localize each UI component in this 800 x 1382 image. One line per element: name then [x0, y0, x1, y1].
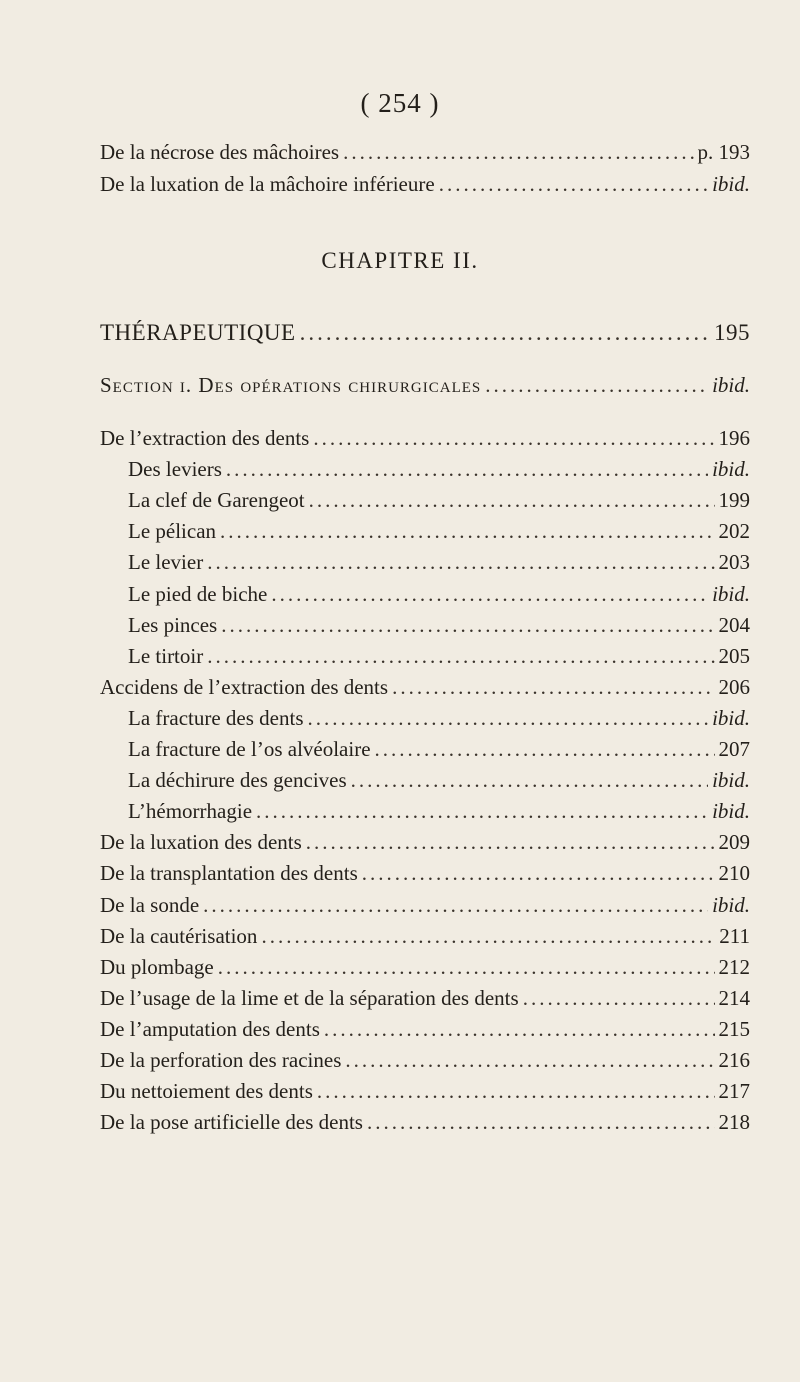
- toc-entry-title: De l’usage de la lime et de la séparation des dents: [100, 985, 519, 1010]
- toc-entry-title: La déchirure des gencives: [128, 768, 347, 793]
- leader-dots: [207, 644, 714, 669]
- toc-entry-page: ibid.: [712, 172, 750, 196]
- toc-entry-title: Des leviers: [128, 457, 222, 482]
- toc-entry: [128, 519, 750, 551]
- toc-entry-page: 207: [718, 737, 750, 761]
- leader-dots: [439, 172, 708, 197]
- toc-entry-page: 204: [718, 612, 750, 637]
- leader-dots: [317, 1079, 715, 1104]
- toc-entry-page: ibid.: [712, 799, 750, 824]
- toc-entry: [128, 644, 750, 676]
- toc-entry: [100, 172, 750, 204]
- leader-dots: [392, 675, 714, 700]
- leader-dots: [309, 488, 715, 513]
- toc-entry: [128, 706, 750, 738]
- toc-entry-title: La fracture de l’os alvéolaire: [128, 737, 371, 761]
- toc-entry-page: p. 193: [697, 140, 750, 164]
- leader-dots: [271, 582, 708, 607]
- toc-entry-title: De la transplantation des dents: [100, 861, 358, 886]
- toc-entry-page: ibid.: [712, 705, 750, 730]
- toc-entry-title: Le tirtoir: [128, 643, 204, 668]
- leader-dots: [351, 768, 708, 793]
- toc-entry: [128, 550, 750, 582]
- toc-entry-title: De la luxation de la mâchoire inférieure: [100, 172, 435, 196]
- leader-dots: [367, 1110, 715, 1135]
- toc-entry-page: 199: [718, 488, 750, 513]
- toc-entry-title: Le pied de biche: [128, 581, 268, 606]
- toc-entry-page: 212: [718, 954, 750, 979]
- toc-entry: [128, 737, 750, 769]
- toc-entry: [128, 799, 750, 831]
- leader-dots: [207, 550, 714, 575]
- toc-entry-page: ibid.: [712, 581, 750, 606]
- toc-entry-page: 196: [718, 426, 750, 450]
- leader-dots: [220, 519, 714, 544]
- toc-entry-page: 209: [718, 830, 750, 855]
- toc-entry-title: De la sonde: [100, 892, 200, 917]
- leader-dots: [523, 986, 715, 1011]
- toc-entry: [100, 955, 750, 987]
- toc-entry: [100, 861, 750, 893]
- leader-dots: [345, 1048, 714, 1073]
- toc-entry-page: 216: [718, 1048, 750, 1072]
- leader-dots: [313, 426, 714, 451]
- toc-entry-title: De la pose artificielle des dents: [100, 1110, 363, 1135]
- toc-entry: [100, 830, 750, 862]
- toc-entry-title: La clef de Garengeot: [128, 488, 305, 513]
- toc-entry-title: Du plombage: [100, 954, 214, 979]
- toc-entry-title: Du nettoiement des dents: [100, 1079, 313, 1104]
- toc-entry-page: 218: [718, 1110, 750, 1135]
- part-heading-page: 195: [714, 320, 750, 345]
- section-heading: [100, 373, 750, 405]
- leader-dots: [343, 140, 693, 165]
- toc-entry: [100, 140, 750, 172]
- leader-dots: [226, 457, 708, 482]
- toc-entry-page: 205: [718, 643, 750, 668]
- toc-entry-page: 211: [719, 923, 750, 948]
- toc-entry-title: Les pinces: [128, 612, 218, 637]
- leader-dots: [324, 1017, 715, 1042]
- toc-entry: [128, 488, 750, 520]
- leader-dots: [306, 830, 715, 855]
- leader-dots: [362, 861, 715, 886]
- chapter-heading: CHAPITRE II.: [321, 248, 479, 273]
- leader-dots: [485, 373, 708, 398]
- toc-entry-page: 217: [718, 1079, 750, 1104]
- leader-dots: [221, 613, 714, 638]
- toc-entry-page: 214: [718, 985, 750, 1010]
- toc-entry: [100, 675, 750, 707]
- leader-dots: [261, 924, 715, 949]
- toc-entry: [100, 1079, 750, 1111]
- toc-entry: [100, 924, 750, 956]
- toc-entry-page: 215: [718, 1016, 750, 1041]
- toc-entry: [100, 893, 750, 925]
- toc-entry-title: L’hémorrhagie: [128, 799, 253, 824]
- toc-entry: [128, 457, 750, 489]
- toc-entry-title: De la perforation des racines: [100, 1048, 342, 1072]
- toc-entry-title: Le levier: [128, 550, 204, 575]
- leader-dots: [203, 893, 708, 918]
- toc-entry-page: ibid.: [712, 457, 750, 482]
- section-heading-title: Section i. Des opérations chirurgicales: [100, 373, 482, 397]
- toc-entry-page: ibid.: [712, 892, 750, 917]
- toc-entry: [100, 1017, 750, 1049]
- part-heading-title: THÉRAPEUTIQUE: [100, 320, 296, 345]
- toc-entry-title: De la nécrose des mâchoires: [100, 140, 340, 164]
- toc-entry-title: Accidens de l’extraction des dents: [100, 674, 389, 699]
- toc-entry-page: ibid.: [712, 768, 750, 793]
- toc-entry: [128, 582, 750, 614]
- part-heading: [100, 320, 750, 352]
- toc-entry-page: 206: [718, 674, 750, 699]
- toc-entry-title: De la luxation des dents: [100, 830, 302, 855]
- toc-entry: [100, 426, 750, 458]
- leader-dots: [308, 706, 709, 731]
- toc-entry-title: La fracture des dents: [128, 705, 304, 730]
- toc-entry-title: Le pélican: [128, 519, 217, 544]
- page-number: ( 254 ): [360, 88, 440, 118]
- toc-entry-page: 202: [718, 519, 750, 544]
- toc-entry-page: 210: [718, 861, 750, 886]
- toc-entry: [128, 768, 750, 800]
- toc-entry-title: De la cautérisation: [100, 923, 258, 948]
- leader-dots: [218, 955, 715, 980]
- leader-dots: [300, 320, 710, 346]
- toc-entry: [100, 1048, 750, 1080]
- toc-entry: [100, 986, 750, 1018]
- toc-entry-title: De l’extraction des dents: [100, 426, 310, 450]
- toc-entry: [128, 613, 750, 645]
- toc-entry: [100, 1110, 750, 1142]
- section-heading-page: ibid.: [712, 373, 750, 397]
- leader-dots: [256, 799, 708, 824]
- leader-dots: [375, 737, 715, 762]
- toc-entry-page: 203: [718, 550, 750, 575]
- toc-entry-title: De l’amputation des dents: [100, 1016, 320, 1041]
